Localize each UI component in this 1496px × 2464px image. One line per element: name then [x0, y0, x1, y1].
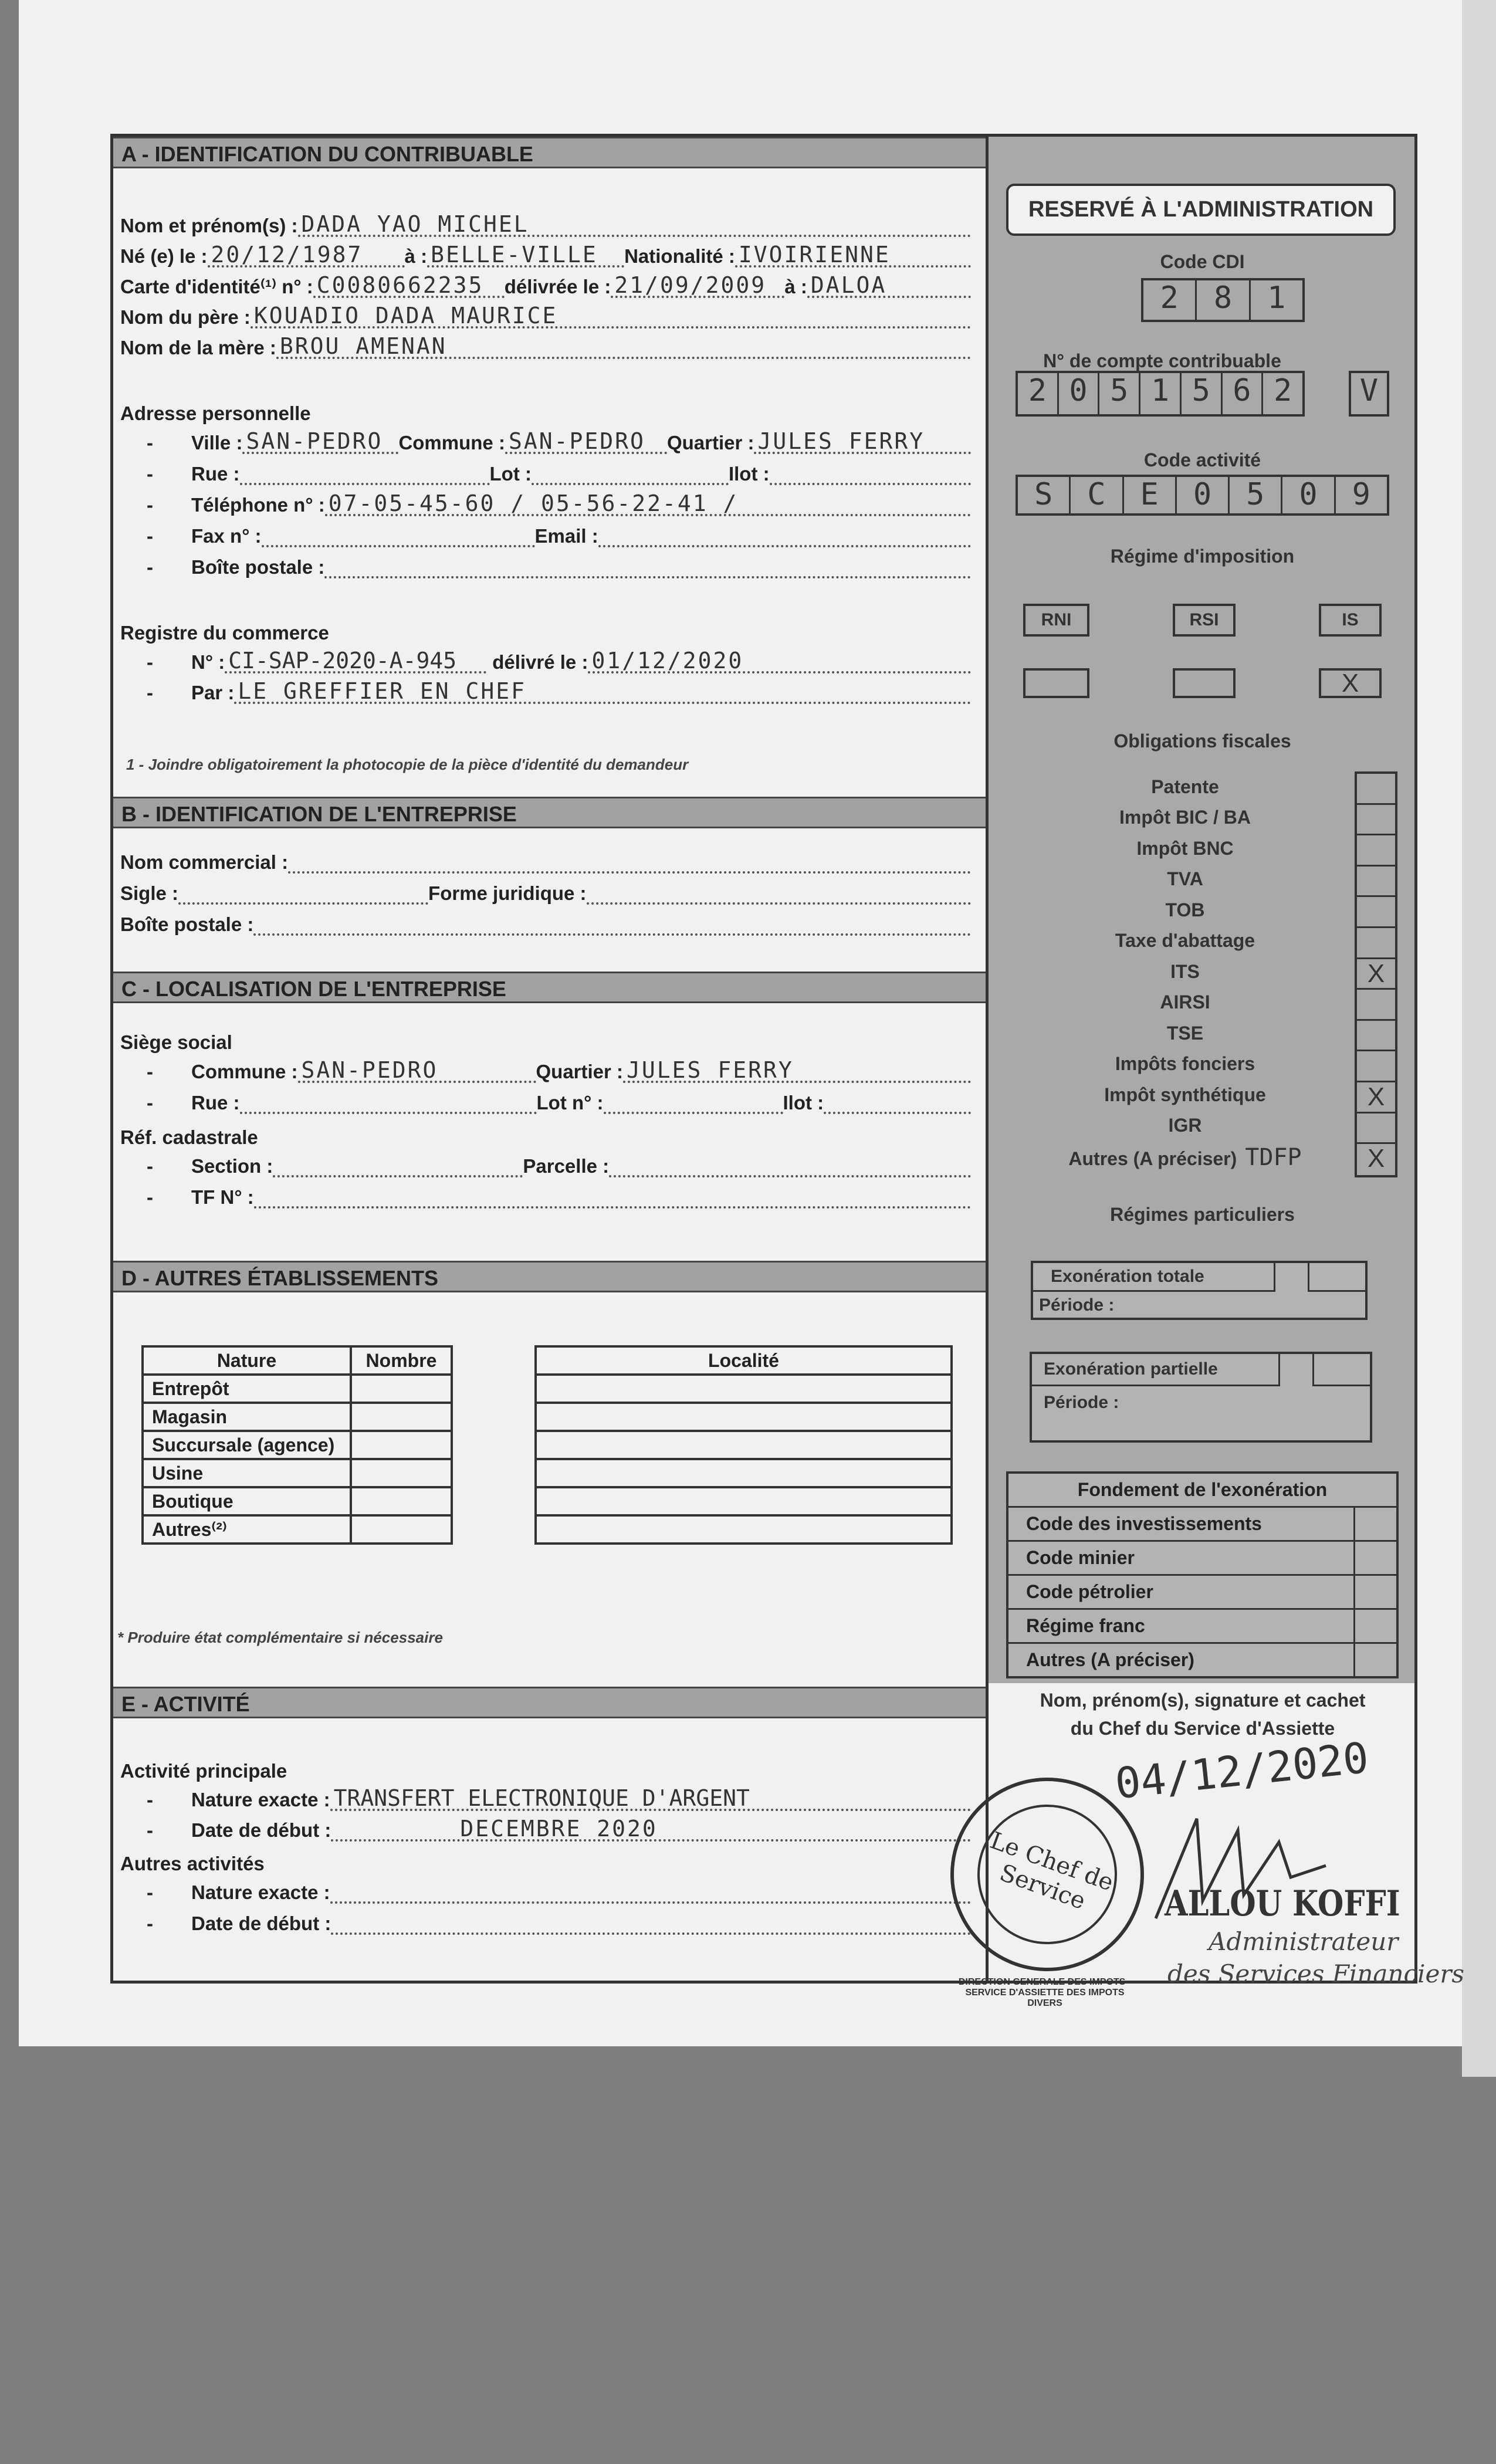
field-bp: - Boîte postale : [147, 553, 971, 578]
obligation-row-autres [1015, 1144, 1355, 1171]
obligation-label: AIRSI [1160, 991, 1210, 1013]
obligation-label: TOB [1165, 899, 1205, 920]
label: Nationalité : [624, 245, 735, 267]
cell-localite[interactable] [536, 1487, 952, 1515]
fondement-row [1008, 1644, 1396, 1676]
cell-localite[interactable] [536, 1403, 952, 1431]
value-debut-2[interactable] [331, 1909, 971, 1935]
fondement-table [1006, 1471, 1399, 1678]
exo-totale-label: Exonération totale [1033, 1263, 1275, 1292]
label: délivrée le : [504, 276, 611, 297]
value-section[interactable] [273, 1152, 523, 1177]
field-tf: - TF N° : [147, 1183, 971, 1209]
label: N° : [191, 651, 225, 673]
official-stamp [950, 1778, 1144, 2008]
row-label: Entrepôt [143, 1375, 351, 1403]
cell-nombre[interactable] [351, 1431, 452, 1459]
value-quartier[interactable]: JULES FERRY [754, 428, 971, 454]
label: Date de début : [191, 1913, 331, 1934]
field-mere [120, 333, 971, 359]
table-row [143, 1487, 452, 1515]
digit[interactable]: 2 [1143, 280, 1197, 320]
signer-title-2: des Services Financiers [1167, 1959, 1464, 1988]
value-siege-commune[interactable]: SAN-PEDRO [298, 1057, 536, 1083]
etablissements-table [141, 1345, 453, 1545]
value-commune[interactable]: SAN-PEDRO [505, 428, 667, 454]
fondement-row [1008, 1610, 1396, 1644]
obligation-label: Autres (A préciser) [1068, 1148, 1237, 1169]
label: Ilot : [728, 463, 770, 485]
table-row [143, 1515, 452, 1544]
compte-boxes [1016, 371, 1305, 417]
label: Forme juridique : [428, 882, 587, 904]
value-nationalite[interactable]: IVOIRIENNE [735, 242, 971, 268]
col-nombre: Nombre [351, 1346, 452, 1375]
digit[interactable]: 1 [1267, 280, 1286, 316]
section-a-header: A - IDENTIFICATION DU CONTRIBUABLE [113, 137, 986, 168]
section-e-header: E - ACTIVITÉ [113, 1687, 986, 1718]
cell-localite[interactable] [536, 1375, 952, 1403]
value-par[interactable]: LE GREFFIER EN CHEF [234, 678, 971, 704]
char[interactable]: 0 [1177, 477, 1230, 513]
stamp-ring-text: DIRECTION GENERALE DES IMPOTS · SERVICE D'ASSIETTE DES IMPOTS DIVERS [958, 1977, 1132, 2008]
label: Nom et prénom(s) : [120, 215, 298, 236]
obligation-label: Impôt BIC / BA [1119, 807, 1251, 828]
row-label: Magasin [143, 1403, 351, 1431]
cell-localite[interactable] [536, 1515, 952, 1544]
signature-label-2: du Chef du Service d'Assiette [1070, 1718, 1335, 1739]
regime-rsi-checkbox[interactable] [1173, 668, 1236, 698]
fondement-label: Code pétrolier [1026, 1581, 1153, 1602]
value-parcelle[interactable] [609, 1152, 971, 1177]
field-debut-2: - Date de début : [147, 1909, 971, 1935]
label: Nature exacte : [191, 1789, 330, 1810]
label: Fax n° : [191, 525, 262, 547]
siege-heading: Siège social [120, 1031, 232, 1053]
field-nom [120, 211, 971, 237]
label: Nom du père : [120, 306, 251, 328]
autres-handwritten: TDFP [1245, 1144, 1302, 1171]
field-carte [120, 272, 971, 298]
autres-activites-heading: Autres activités [120, 1853, 265, 1874]
label: TF N° : [191, 1186, 254, 1208]
signature-date: 04/12/2020 [1112, 1732, 1371, 1809]
field-par: - Par : LE GREFFIER EN CHEF [147, 678, 971, 704]
value-mere[interactable]: BROU AMENAN [276, 333, 971, 359]
field-nature: - Nature exacte : TRANSFERT ELECTRONIQUE D'ARGENT [147, 1785, 971, 1811]
value-ville[interactable]: SAN-PEDRO [242, 428, 398, 454]
cell-localite[interactable] [536, 1431, 952, 1459]
fondement-row [1008, 1542, 1396, 1576]
regime-label: Régime d'imposition [1110, 546, 1295, 567]
label: Nom de la mère : [120, 337, 276, 358]
section-c-header: C - LOCALISATION DE L'ENTREPRISE [113, 972, 986, 1003]
field-ville: - Ville : SAN-PEDRO Commune : SAN-PEDRO Quartier : JULES FERRY [147, 428, 971, 454]
digit[interactable]: 2 [1274, 373, 1292, 408]
value-lieu-carte[interactable]: DALOA [807, 272, 971, 298]
regime-rsi-label: RSI [1173, 604, 1236, 637]
footnote-1: 1 - Joindre obligatoirement la photocopie de la pièce d'identité du demandeur [126, 756, 689, 773]
signer-name: ALLOU KOFFI [1165, 1883, 1400, 1924]
label: Nature exacte : [191, 1881, 330, 1903]
cell-nombre[interactable] [351, 1375, 452, 1403]
code-cdi-label: Code CDI [1160, 251, 1245, 272]
value-siege-ilot[interactable] [824, 1088, 971, 1114]
label: Email : [534, 525, 598, 547]
field-telephone: - Téléphone n° : 07-05-45-60 / 05-56-22-41 / [147, 490, 971, 516]
obligations-checkboxes [1355, 771, 1397, 1177]
field-bp-entreprise [120, 910, 971, 936]
label: Nom commercial : [120, 851, 289, 873]
value-date-naissance[interactable]: 20/12/1987 [208, 242, 405, 268]
code-cdi-boxes [1141, 278, 1305, 322]
exo-partielle-periode: Période : [1044, 1393, 1119, 1412]
footnote-2: * Produire état complémentaire si nécessaire [117, 1629, 443, 1646]
value-bp-entreprise[interactable] [253, 910, 971, 936]
digit[interactable]: 6 [1223, 373, 1264, 414]
row-label: Usine [143, 1459, 351, 1487]
obligation-checkbox[interactable] [1357, 805, 1395, 836]
scanner-edge [1462, 0, 1496, 2077]
label: à : [404, 245, 428, 267]
value-email[interactable] [598, 522, 971, 547]
value-ilot[interactable] [770, 459, 971, 485]
col-nature: Nature [143, 1346, 351, 1375]
regime-is-checkbox[interactable]: X [1319, 668, 1382, 698]
row-label: Boutique [143, 1487, 351, 1515]
label: Commune : [191, 1061, 298, 1082]
digit[interactable]: 0 [1059, 373, 1100, 414]
regime-rni-checkbox[interactable] [1023, 668, 1089, 698]
label: Ville : [191, 432, 243, 453]
obligation-label: Impôt BNC [1136, 838, 1234, 859]
value-bp[interactable] [324, 553, 971, 578]
column-divider [986, 134, 989, 1984]
obligation-label: Impôts fonciers [1115, 1053, 1255, 1074]
value-carte[interactable]: C0080662235 [313, 272, 505, 298]
fondement-title: Fondement de l'exonération [1008, 1474, 1396, 1508]
field-siege-commune: - Commune : SAN-PEDRO Quartier : JULES FERRY [147, 1057, 971, 1083]
value-siege-quartier[interactable]: JULES FERRY [623, 1057, 971, 1083]
regimes-particuliers-label: Régimes particuliers [1110, 1204, 1295, 1225]
exo-partielle-label: Exonération partielle [1032, 1354, 1280, 1386]
compte-check-box[interactable] [1349, 371, 1389, 417]
field-rc: - N° : CI-SAP-2020-A-945 délivré le : 01/12/2020 [147, 648, 971, 673]
admin-title: RESERVÉ À L'ADMINISTRATION [1006, 184, 1396, 236]
label: Rue : [191, 1092, 240, 1113]
field-rue: - Rue : Lot : Ilot : [147, 459, 971, 485]
obligations-label: Obligations fiscales [1113, 730, 1291, 752]
cell-nombre[interactable] [351, 1459, 452, 1487]
ref-cadastrale-heading: Réf. cadastrale [120, 1126, 258, 1148]
label: Quartier : [536, 1061, 624, 1082]
registre-heading: Registre du commerce [120, 622, 329, 644]
fondement-row [1008, 1576, 1396, 1610]
label: Quartier : [666, 432, 754, 453]
label: Lot n° : [536, 1092, 604, 1113]
obligation-checkbox[interactable] [1357, 835, 1395, 867]
fondement-label: Code des investissements [1026, 1513, 1262, 1534]
char[interactable]: C [1071, 477, 1123, 513]
label: délivré le : [492, 651, 588, 673]
label: Date de début : [191, 1819, 331, 1841]
obligation-label: ITS [1170, 961, 1200, 982]
exo-totale-periode: Période : [1039, 1295, 1115, 1315]
signer-title-1: Administrateur [1209, 1927, 1399, 1956]
value-lot[interactable] [532, 459, 729, 485]
label: Boîte postale : [120, 913, 254, 935]
activite-principale-heading: Activité principale [120, 1760, 287, 1782]
table-row [143, 1375, 452, 1403]
exo-totale-checkbox[interactable] [1308, 1263, 1365, 1292]
field-siege-rue: - Rue : Lot n° : Ilot : [147, 1088, 971, 1114]
char[interactable]: 0 [1282, 477, 1335, 513]
label: Parcelle : [523, 1155, 610, 1177]
localite-table [534, 1345, 953, 1545]
exoneration-partielle-box [1030, 1352, 1372, 1443]
field-debut: - Date de début : DECEMBRE 2020 [147, 1816, 971, 1842]
char[interactable]: 5 [1230, 477, 1282, 513]
stamp-center-text: Le Chef de Service [957, 1785, 1136, 1964]
value-nom[interactable]: DADA YAO MICHEL [298, 211, 971, 237]
label: Par : [191, 682, 235, 703]
obligation-checkbox[interactable] [1357, 1021, 1395, 1052]
exo-partielle-checkbox[interactable] [1312, 1354, 1370, 1386]
value-nom-commercial[interactable] [288, 848, 971, 874]
obligation-label: TVA [1167, 868, 1203, 889]
field-pere [120, 303, 971, 329]
label: Ilot : [783, 1092, 824, 1113]
label: Carte d'identité⁽¹⁾ n° : [120, 276, 313, 297]
fondement-checkbox[interactable] [1353, 1576, 1396, 1608]
cell-nombre[interactable] [351, 1515, 452, 1544]
compte-label: N° de compte contribuable [1043, 350, 1281, 371]
obligation-label: Patente [1151, 776, 1219, 797]
label: Commune : [398, 432, 505, 453]
char[interactable]: E [1124, 477, 1177, 513]
field-sigle [120, 879, 971, 905]
obligation-checkbox[interactable]: X [1357, 1082, 1395, 1113]
char[interactable]: 9 [1352, 477, 1370, 512]
value-telephone[interactable]: 07-05-45-60 / 05-56-22-41 / [325, 490, 971, 516]
field-naissance [120, 242, 971, 268]
signature-label-1: Nom, prénom(s), signature et cachet [1040, 1690, 1366, 1711]
digit[interactable]: 5 [1182, 373, 1223, 414]
label: Sigle : [120, 882, 179, 904]
value-debut[interactable]: DECEMBRE 2020 [331, 1816, 971, 1842]
regime-is-label: IS [1319, 604, 1382, 637]
table-row [143, 1431, 452, 1459]
label: Téléphone n° : [191, 494, 325, 516]
obligation-checkbox[interactable] [1357, 1113, 1395, 1145]
label: Lot : [489, 463, 532, 485]
adresse-heading: Adresse personnelle [120, 402, 311, 424]
digit[interactable]: 2 [1018, 373, 1059, 414]
cell-nombre[interactable] [351, 1487, 452, 1515]
fondement-label: Code minier [1026, 1547, 1135, 1568]
value-rc-date[interactable]: 01/12/2020 [588, 648, 971, 673]
section-b-header: B - IDENTIFICATION DE L'ENTREPRISE [113, 797, 986, 828]
value-delivree[interactable]: 21/09/2009 [611, 272, 784, 298]
section-d-header: D - AUTRES ÉTABLISSEMENTS [113, 1261, 986, 1292]
label: Né (e) le : [120, 245, 208, 267]
code-activite-boxes [1016, 475, 1389, 516]
obligation-checkbox[interactable]: X [1367, 1144, 1385, 1173]
obligation-checkbox[interactable] [1357, 774, 1395, 805]
value-rc[interactable]: CI-SAP-2020-A-945 [225, 648, 486, 673]
table-row [143, 1403, 452, 1431]
obligation-label: IGR [1168, 1115, 1202, 1136]
obligation-checkbox[interactable] [1357, 867, 1395, 898]
row-label: Succursale (agence) [143, 1431, 351, 1459]
fondement-checkbox[interactable] [1353, 1610, 1396, 1642]
label: Boîte postale : [191, 556, 325, 578]
value-nature[interactable]: TRANSFERT ELECTRONIQUE D'ARGENT [330, 1785, 971, 1811]
fondement-label: Autres (A préciser) [1026, 1649, 1194, 1670]
col-localite: Localité [536, 1346, 952, 1375]
digit[interactable]: 1 [1140, 373, 1182, 414]
exoneration-totale-box [1031, 1261, 1368, 1320]
char[interactable]: S [1018, 477, 1071, 513]
regime-rni-label: RNI [1023, 604, 1089, 637]
obligation-label: Taxe d'abattage [1115, 930, 1255, 951]
code-activite-label: Code activité [1143, 449, 1261, 471]
obligation-label: Impôt synthétique [1104, 1084, 1266, 1105]
obligation-checkbox[interactable]: X [1357, 959, 1395, 990]
value-siege-rue[interactable] [240, 1088, 537, 1114]
label: Rue : [191, 463, 240, 485]
cell-nombre[interactable] [351, 1403, 452, 1431]
field-section: - Section : Parcelle : [147, 1152, 971, 1177]
obligation-checkbox[interactable] [1357, 1051, 1395, 1082]
fondement-checkbox[interactable] [1353, 1542, 1396, 1574]
value-forme[interactable] [587, 879, 971, 905]
value-rue[interactable] [240, 459, 490, 485]
fondement-label: Régime franc [1026, 1615, 1145, 1636]
value-sigle[interactable] [178, 879, 428, 905]
fondement-row [1008, 1508, 1396, 1542]
value-fax[interactable] [262, 522, 535, 547]
obligation-checkbox[interactable] [1357, 990, 1395, 1021]
fondement-checkbox[interactable] [1353, 1508, 1396, 1540]
field-fax: - Fax n° : Email : [147, 522, 971, 547]
value-pere[interactable]: KOUADIO DADA MAURICE [251, 303, 971, 329]
field-nom-commercial [120, 848, 971, 874]
digit[interactable]: 8 [1197, 280, 1250, 320]
row-label: Autres⁽²⁾ [143, 1515, 351, 1544]
value-lieu-naissance[interactable]: BELLE-VILLE [427, 242, 624, 268]
digit[interactable]: 5 [1099, 373, 1140, 414]
value-nature-2[interactable] [330, 1878, 971, 1904]
value-tf[interactable] [254, 1183, 971, 1209]
cell-localite[interactable] [536, 1459, 952, 1487]
label: à : [784, 276, 807, 297]
value-siege-lot[interactable] [604, 1088, 783, 1114]
fondement-checkbox[interactable] [1353, 1644, 1396, 1676]
label: Section : [191, 1155, 273, 1177]
obligation-label: TSE [1166, 1023, 1204, 1044]
obligation-checkbox[interactable] [1357, 928, 1395, 959]
table-row [143, 1459, 452, 1487]
obligation-checkbox[interactable] [1357, 897, 1395, 928]
field-nature-2: - Nature exacte : [147, 1878, 971, 1904]
check-mark: V [1359, 373, 1379, 408]
